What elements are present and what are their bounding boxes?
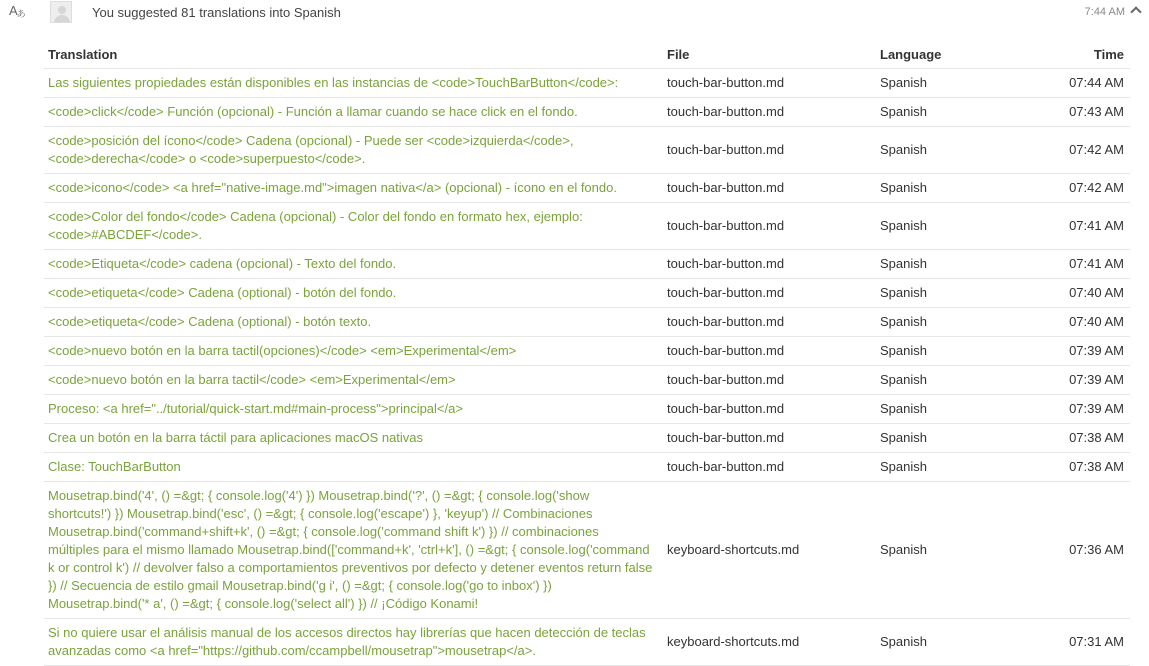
time-cell: 07:39 AM bbox=[1034, 395, 1130, 424]
table-row bbox=[44, 308, 1130, 337]
translation-cell[interactable]: Las siguientes propiedades están disponibles en las instancias de <code>TouchBarButton</code>: bbox=[44, 69, 663, 98]
language-cell: Spanish bbox=[876, 174, 1034, 203]
translation-cell[interactable]: <code>Color del fondo</code> Cadena (opcional) - Color del fondo en formato hex, ejemplo: <code>#ABCDEF</code>. bbox=[44, 203, 663, 250]
table-row bbox=[44, 482, 1130, 619]
translation-cell[interactable]: Clase: TouchBarButton bbox=[44, 453, 663, 482]
translation-cell[interactable]: Mousetrap.bind('4', () =&gt; { console.log('4') }) Mousetrap.bind('?', () =&gt; { console.log('show shortcuts!') }) Mousetrap.bind('esc', () =&gt; { console.log('escape') }, 'keyup') // Combinaciones Mousetrap.bind('command+shift+k', () =&gt; { console.log('command shift k') }) // combinaciones múltiples para el mismo llamado Mousetrap.bind(['command+k', 'ctrl+k'], () =&gt; { console.log('command k or control k') // devolver falso a comportamientos preventivos por defecto y detener eventos return false }) // Secuencia de estilo gmail Mousetrap.bind('g i', () =&gt; { console.log('go to inbox') }) Mousetrap.bind('* a', () =&gt; { console.log('select all') }) // ¡Código Konami! bbox=[44, 482, 663, 619]
file-cell: touch-bar-button.md bbox=[663, 174, 876, 203]
file-cell: touch-bar-button.md bbox=[663, 279, 876, 308]
table-row bbox=[44, 337, 1130, 366]
translation-cell[interactable]: <code>Etiqueta</code> cadena (opcional) - Texto del fondo. bbox=[44, 250, 663, 279]
table-row bbox=[44, 366, 1130, 395]
translation-cell[interactable]: <code>click</code> Función (opcional) - Función a llamar cuando se hace click en el fondo. bbox=[44, 98, 663, 127]
time-cell: 07:41 AM bbox=[1034, 250, 1130, 279]
language-cell: Spanish bbox=[876, 453, 1034, 482]
language-cell: Spanish bbox=[876, 619, 1034, 666]
translation-cell[interactable]: Crea un botón en la barra táctil para aplicaciones macOS nativas bbox=[44, 424, 663, 453]
language-cell: Spanish bbox=[876, 250, 1034, 279]
time-cell: 07:39 AM bbox=[1034, 366, 1130, 395]
activity-header bbox=[0, 0, 1149, 28]
chevron-up-icon[interactable] bbox=[1129, 4, 1143, 16]
file-cell: touch-bar-button.md bbox=[663, 308, 876, 337]
table-row bbox=[44, 279, 1130, 308]
file-cell: keyboard-shortcuts.md bbox=[663, 482, 876, 619]
avatar[interactable] bbox=[50, 1, 72, 23]
column-header-language: Language bbox=[876, 44, 1034, 69]
translate-icon: Aあ bbox=[9, 3, 25, 19]
translation-cell[interactable]: <code>posición del ícono</code> Cadena (opcional) - Puede ser <code>izquierda</code>, <code>derecha</code> o <code>superpuesto</code>. bbox=[44, 127, 663, 174]
language-cell: Spanish bbox=[876, 424, 1034, 453]
translations-table bbox=[44, 44, 1130, 666]
language-cell: Spanish bbox=[876, 203, 1034, 250]
file-cell: touch-bar-button.md bbox=[663, 127, 876, 174]
language-cell: Spanish bbox=[876, 69, 1034, 98]
table-row bbox=[44, 69, 1130, 98]
translation-cell[interactable]: Si no quiere usar el análisis manual de los accesos directos hay librerías que hacen detección de teclas avanzadas como <a href="https://github.com/ccampbell/mousetrap">mousetrap</a>. bbox=[44, 619, 663, 666]
file-cell: touch-bar-button.md bbox=[663, 424, 876, 453]
table-row bbox=[44, 127, 1130, 174]
language-cell: Spanish bbox=[876, 482, 1034, 619]
table-row bbox=[44, 203, 1130, 250]
translation-cell[interactable]: <code>etiqueta</code> Cadena (optional) - botón texto. bbox=[44, 308, 663, 337]
file-cell: touch-bar-button.md bbox=[663, 69, 876, 98]
activity-time: 7:44 AM bbox=[1084, 6, 1125, 18]
file-cell: touch-bar-button.md bbox=[663, 366, 876, 395]
language-cell: Spanish bbox=[876, 337, 1034, 366]
language-cell: Spanish bbox=[876, 98, 1034, 127]
language-cell: Spanish bbox=[876, 395, 1034, 424]
table-row bbox=[44, 250, 1130, 279]
time-cell: 07:42 AM bbox=[1034, 174, 1130, 203]
time-cell: 07:44 AM bbox=[1034, 69, 1130, 98]
time-cell: 07:42 AM bbox=[1034, 127, 1130, 174]
table-row bbox=[44, 619, 1130, 666]
file-cell: keyboard-shortcuts.md bbox=[663, 619, 876, 666]
file-cell: touch-bar-button.md bbox=[663, 337, 876, 366]
time-cell: 07:40 AM bbox=[1034, 279, 1130, 308]
time-cell: 07:40 AM bbox=[1034, 308, 1130, 337]
time-cell: 07:43 AM bbox=[1034, 98, 1130, 127]
translation-cell[interactable]: <code>nuevo botón en la barra tactil</code> <em>Experimental</em> bbox=[44, 366, 663, 395]
translation-cell[interactable]: <code>etiqueta</code> Cadena (optional) - botón del fondo. bbox=[44, 279, 663, 308]
time-cell: 07:38 AM bbox=[1034, 424, 1130, 453]
time-cell: 07:41 AM bbox=[1034, 203, 1130, 250]
table-row bbox=[44, 424, 1130, 453]
column-header-file: File bbox=[663, 44, 876, 69]
table-header-row bbox=[44, 44, 1130, 69]
table-row bbox=[44, 174, 1130, 203]
time-cell: 07:36 AM bbox=[1034, 482, 1130, 619]
translation-cell[interactable]: <code>icono</code> <a href="native-image.md">imagen nativa</a> (opcional) - ícono en el fondo. bbox=[44, 174, 663, 203]
table-row bbox=[44, 395, 1130, 424]
language-cell: Spanish bbox=[876, 308, 1034, 337]
table-row bbox=[44, 98, 1130, 127]
activity-summary: You suggested 81 translations into Spanish bbox=[92, 5, 341, 20]
language-cell: Spanish bbox=[876, 366, 1034, 395]
translation-cell[interactable]: <code>nuevo botón en la barra tactil(opciones)</code> <em>Experimental</em> bbox=[44, 337, 663, 366]
translation-cell[interactable]: Proceso: <a href="../tutorial/quick-start.md#main-process">principal</a> bbox=[44, 395, 663, 424]
file-cell: touch-bar-button.md bbox=[663, 453, 876, 482]
time-cell: 07:38 AM bbox=[1034, 453, 1130, 482]
file-cell: touch-bar-button.md bbox=[663, 250, 876, 279]
time-cell: 07:39 AM bbox=[1034, 337, 1130, 366]
column-header-time: Time bbox=[1034, 44, 1130, 69]
language-cell: Spanish bbox=[876, 127, 1034, 174]
file-cell: touch-bar-button.md bbox=[663, 395, 876, 424]
file-cell: touch-bar-button.md bbox=[663, 98, 876, 127]
table-row bbox=[44, 453, 1130, 482]
time-cell: 07:31 AM bbox=[1034, 619, 1130, 666]
file-cell: touch-bar-button.md bbox=[663, 203, 876, 250]
column-header-translation: Translation bbox=[44, 44, 663, 69]
language-cell: Spanish bbox=[876, 279, 1034, 308]
